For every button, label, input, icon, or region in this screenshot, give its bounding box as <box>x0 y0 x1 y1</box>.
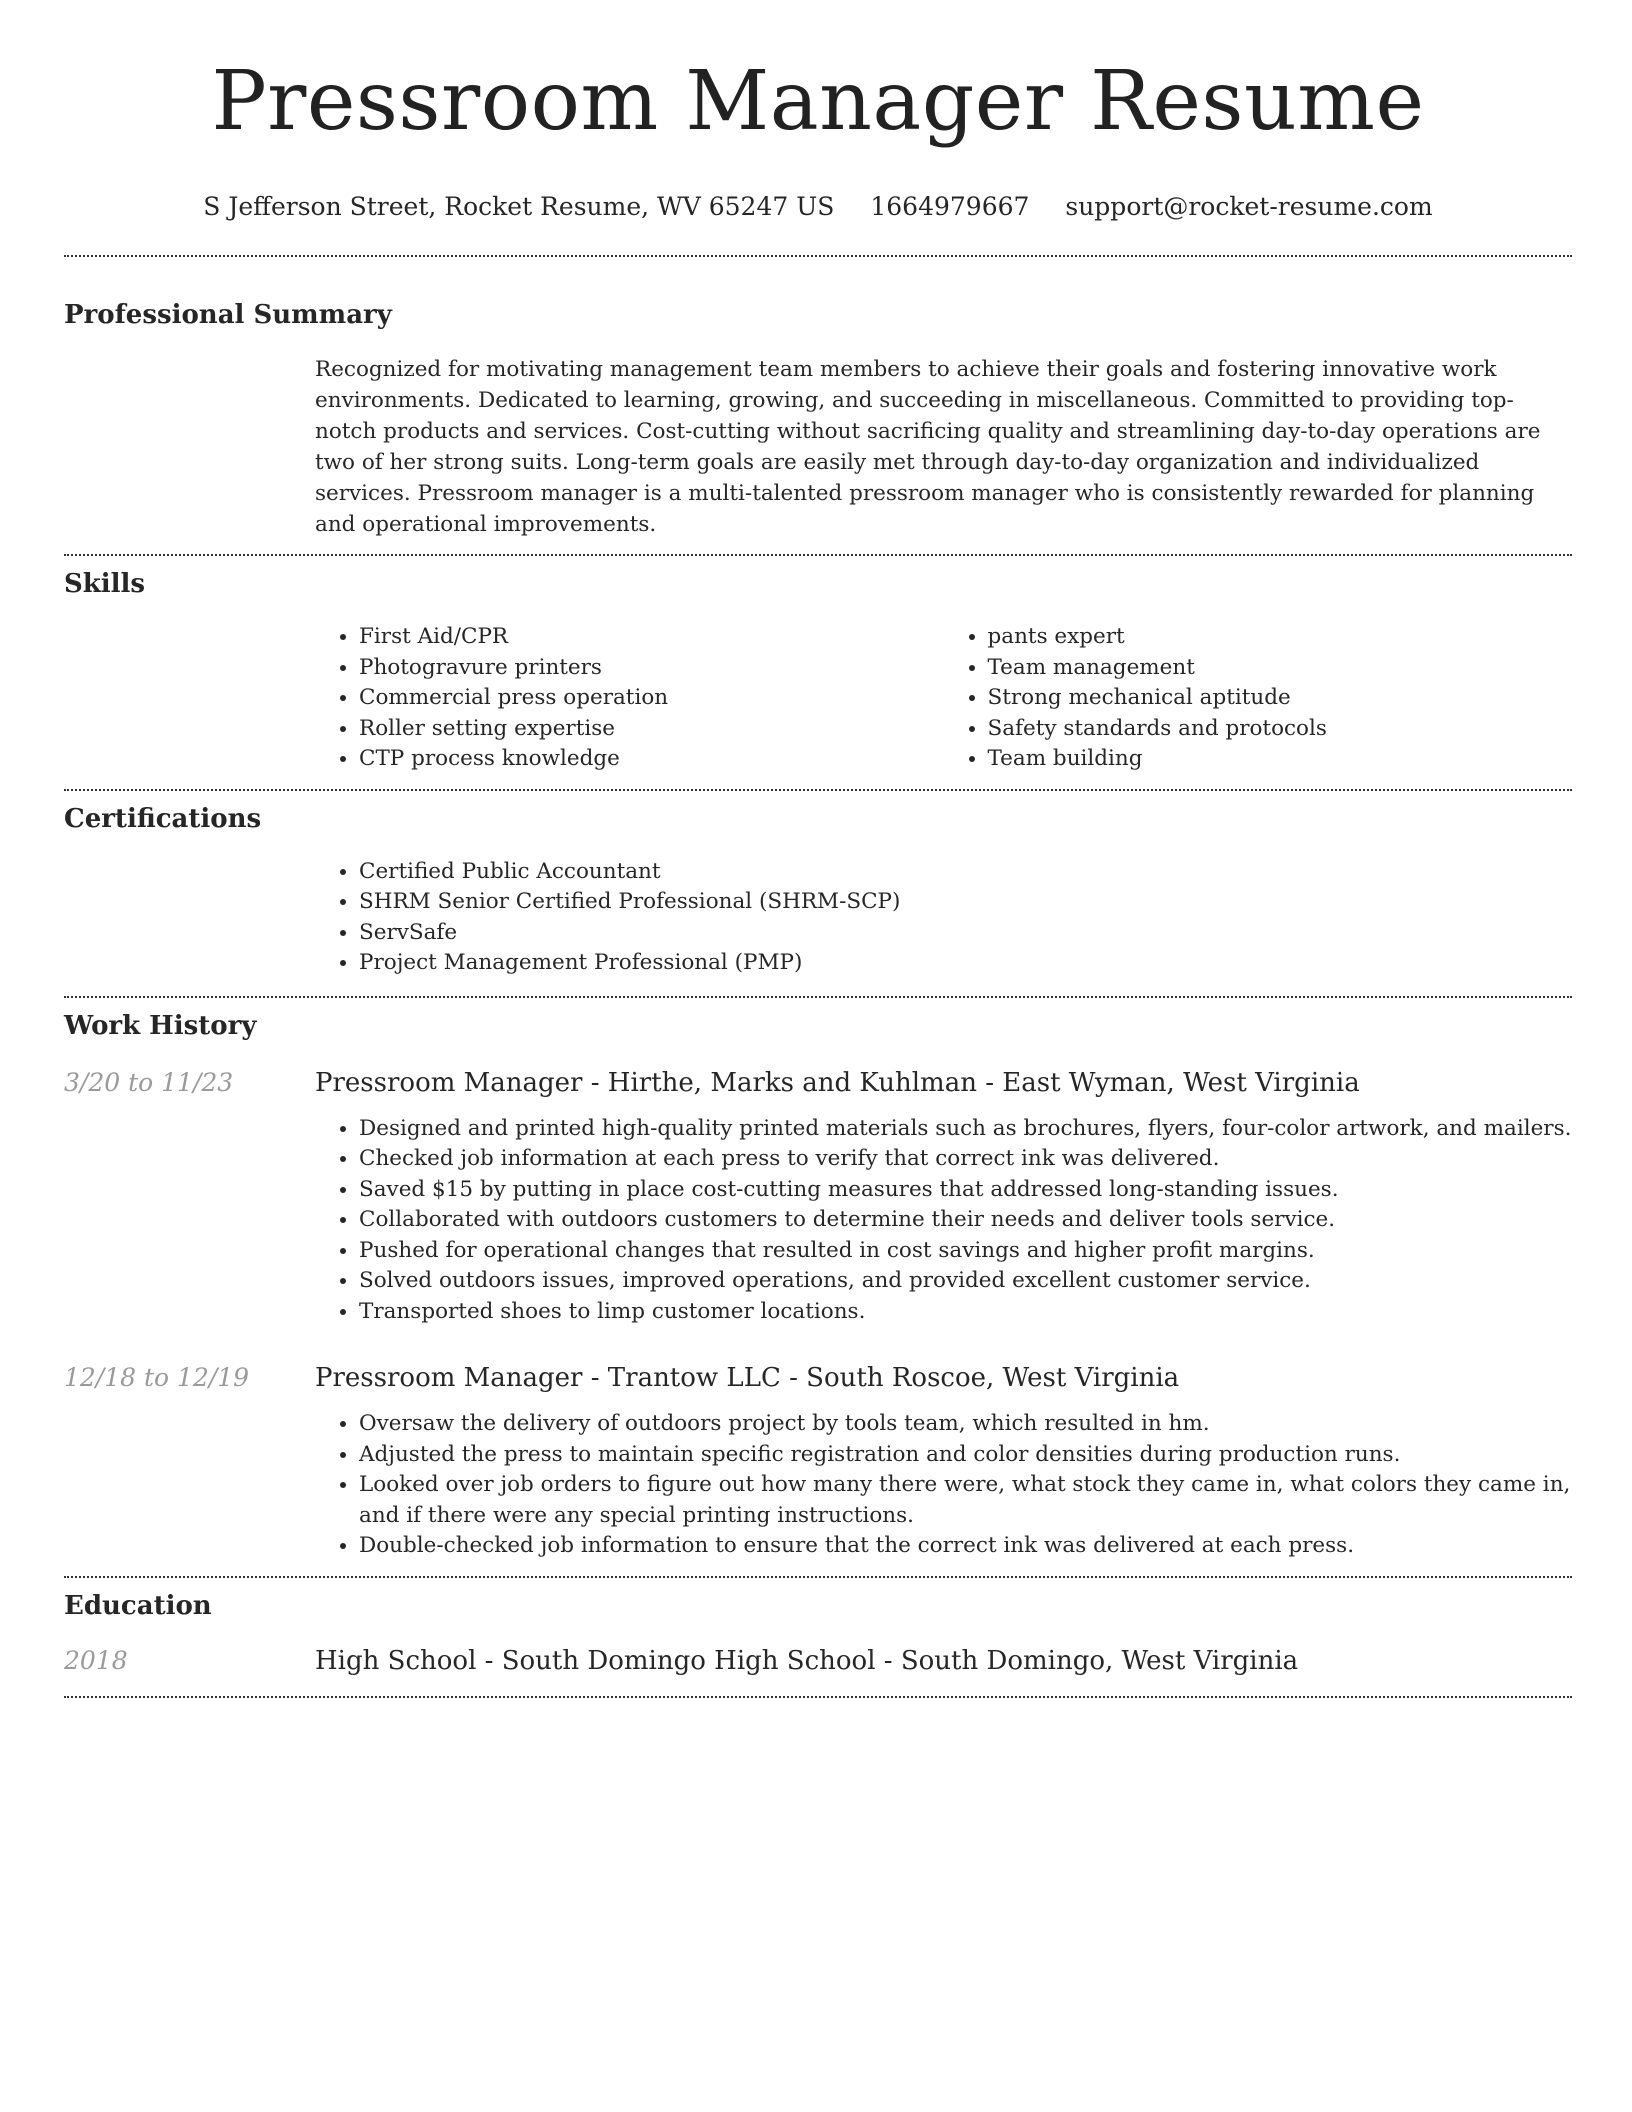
contact-email: support@rocket-resume.com <box>1065 192 1433 221</box>
skill-item: • Commercial press operation <box>359 683 944 714</box>
job-bullet: • Collaborated with outdoors customers to determine their needs and deliver tools service. <box>359 1205 1572 1236</box>
certification-item: • Certified Public Accountant <box>359 857 1572 888</box>
section-title-skills: Skills <box>64 569 146 599</box>
job-bullet: • Pushed for operational changes that resulted in cost savings and higher profit margins. <box>359 1236 1572 1267</box>
job-bullet: • Designed and printed high-quality printed materials such as brochures, flyers, four-color artwork, and mailers. <box>359 1114 1572 1145</box>
certification-item: • ServSafe <box>359 918 1572 949</box>
divider <box>64 1576 1572 1578</box>
section-education <box>64 1590 1572 1678</box>
contact-line <box>64 192 1572 222</box>
job-title: Pressroom Manager - Trantow LLC - South Roscoe, West Virginia <box>315 1363 1180 1393</box>
job-bullets <box>315 1409 1572 1562</box>
section-title-certifications: Certifications <box>64 803 262 834</box>
divider <box>64 789 1572 791</box>
contact-phone: 1664979667 <box>870 192 1030 221</box>
summary-text: Recognized for motivating management team members to achieve their goals and fostering innovative work environments. Dedicated to learning, growing, and succeeding in miscellaneous. Committed to providing top-notch products and services. Cost-cutting without sacrificing quality and streamlining day-to-day operations are two of her strong suits. Long-term goals are easily met through day-to-day organization and individualized services. Pressroom manager is a multi-talented pressroom manager who is consistently rewarded for planning and operational improvements. <box>315 357 1541 537</box>
resume-page <box>64 0 1572 1698</box>
divider <box>64 1696 1572 1698</box>
skill-item: • pants expert <box>988 622 1573 653</box>
resume-title: Pressroom Manager Resume <box>211 54 1425 149</box>
section-title-education: Education <box>64 1590 212 1621</box>
job-dates: 12/18 to 12/19 <box>64 1363 250 1392</box>
contact-address: S Jefferson Street, Rocket Resume, WV 65247 US <box>203 192 835 221</box>
divider <box>64 255 1572 257</box>
certification-item: • SHRM Senior Certified Professional (SHRM-SCP) <box>359 887 1572 918</box>
skill-item: • Roller setting expertise <box>359 714 944 745</box>
job-details <box>315 1361 1572 1562</box>
certification-item: • Project Management Professional (PMP) <box>359 948 1572 979</box>
job-entry <box>64 1066 1572 1328</box>
section-skills <box>64 568 1572 775</box>
job-entry <box>64 1361 1572 1562</box>
job-bullet: • Adjusted the press to maintain specific registration and color densities during production runs. <box>359 1440 1572 1471</box>
education-dates: 2018 <box>64 1645 128 1675</box>
job-bullets <box>315 1114 1572 1328</box>
certifications-list <box>315 857 1572 979</box>
skill-item: • Strong mechanical aptitude <box>988 683 1573 714</box>
divider <box>64 996 1572 998</box>
job-details <box>315 1066 1572 1328</box>
job-bullet: • Looked over job orders to figure out how many there were, what stock they came in, what colors they came in, and if there were any special printing instructions. <box>359 1470 1572 1531</box>
skill-item: • Photogravure printers <box>359 653 944 684</box>
education-title: High School - South Domingo High School - South Domingo, West Virginia <box>315 1645 1299 1676</box>
job-bullet: • Solved outdoors issues, improved operations, and provided excellent customer service. <box>359 1266 1572 1297</box>
skills-grid <box>315 622 1572 775</box>
job-bullet: • Checked job information at each press to verify that correct ink was delivered. <box>359 1144 1572 1175</box>
section-title-summary: Professional Summary <box>64 300 392 330</box>
job-bullet: • Saved $15 by putting in place cost-cutting measures that addressed long-standing issues. <box>359 1175 1572 1206</box>
skill-item: • CTP process knowledge <box>359 744 944 775</box>
skill-item: • Team building <box>988 744 1573 775</box>
job-bullet: • Transported shoes to limp customer locations. <box>359 1297 1572 1328</box>
education-entry <box>64 1644 1572 1678</box>
job-bullet: • Double-checked job information to ensure that the correct ink was delivered at each press. <box>359 1531 1572 1562</box>
skills-list-right <box>944 622 1573 775</box>
skill-item: • Safety standards and protocols <box>988 714 1573 745</box>
job-dates: 3/20 to 11/23 <box>64 1067 234 1097</box>
job-title: Pressroom Manager - Hirthe, Marks and Kuhlman - East Wyman, West Virginia <box>315 1067 1360 1098</box>
skills-list-left <box>315 622 944 775</box>
skill-item: • First Aid/CPR <box>359 622 944 653</box>
job-bullet: • Oversaw the delivery of outdoors project by tools team, which resulted in hm. <box>359 1409 1572 1440</box>
divider <box>64 554 1572 556</box>
section-professional-summary <box>64 299 1572 540</box>
section-certifications <box>64 803 1572 979</box>
section-title-work-history: Work History <box>64 1010 257 1041</box>
section-work-history <box>64 1010 1572 1562</box>
skill-item: • Team management <box>988 653 1573 684</box>
